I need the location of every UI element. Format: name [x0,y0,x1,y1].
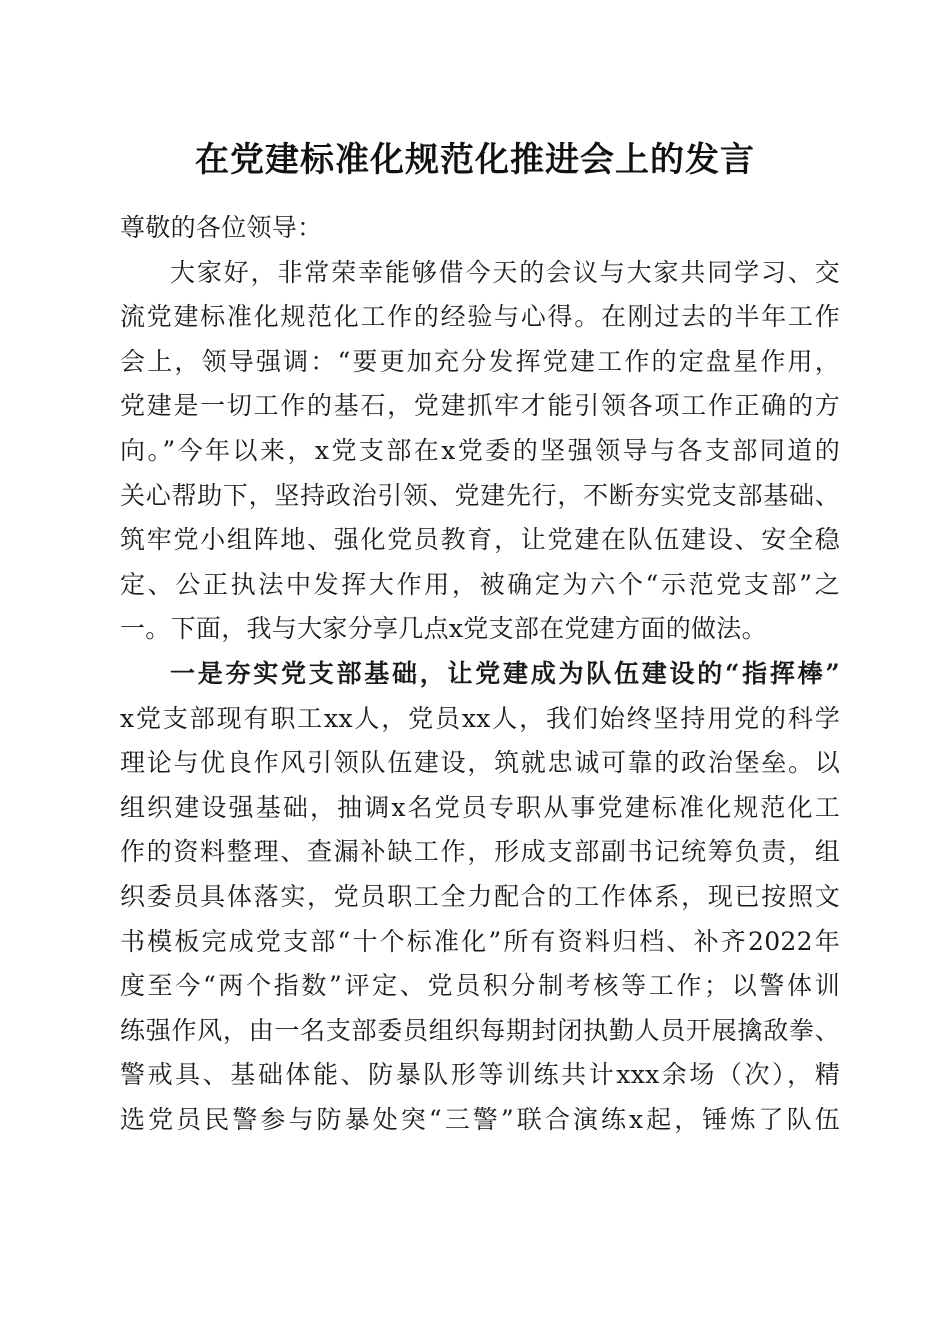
paragraph-line: 作的资料整理、查漏补缺工作，形成支部副书记统筹负责，组 [120,837,840,867]
paragraph-line: 组织建设强基础，抽调x名党员专职从事党建标准化规范化工 [120,792,840,822]
salutation-line: 尊敬的各位领导： [120,213,323,242]
paragraph-line: 定、公正执法中发挥大作用，被确定为六个“示范党支部”之 [120,569,840,599]
paragraph-line: 大家好，非常荣幸能够借今天的会议与大家共同学习、交 [170,257,840,287]
paragraph-line: 流党建标准化规范化工作的经验与心得。在刚过去的半年工作 [120,302,840,332]
paragraph-line: 练强作风，由一名支部委员组织每期封闭执勤人员开展擒敌拳、 [120,1015,840,1045]
paragraph-line: 警戒具、基础体能、防暴队形等训练共计xxx余场（次），精 [120,1060,840,1090]
paragraph-line: 党建是一切工作的基石，党建抓牢才能引领各项工作正确的方 [120,391,840,421]
paragraph-line: 织委员具体落实，党员职工全力配合的工作体系，现已按照文 [120,881,840,911]
paragraph-line: 度至今“两个指数”评定、党员积分制考核等工作；以警体训 [120,971,840,1001]
document-title: 在党建标准化规范化推进会上的发言 [195,140,755,180]
paragraph-line: 选党员民警参与防暴处突“三警”联合演练x起，锤炼了队伍 [120,1104,840,1134]
paragraph-line: 关心帮助下，坚持政治引领、党建先行，不断夯实党支部基础、 [120,480,840,510]
section-heading: 一是夯实党支部基础，让党建成为队伍建设的“指挥棒” [170,658,840,688]
paragraph-line: 筑牢党小组阵地、强化党员教育，让党建在队伍建设、安全稳 [120,525,840,555]
paragraph-line: 书模板完成党支部“十个标准化”所有资料归档、补齐2022年 [120,926,840,956]
document-body [120,206,840,1142]
paragraph-line: 向。”今年以来，x党支部在x党委的坚强领导与各支部同道的 [120,435,840,465]
paragraph-line: 一。下面，我与大家分享几点x党支部在党建方面的做法。 [120,614,767,644]
paragraph-line: 会上，领导强调：“要更加充分发挥党建工作的定盘星作用， [120,346,840,376]
paragraph-line: 理论与优良作风引领队伍建设，筑就忠诚可靠的政治堡垒。以 [120,748,840,778]
paragraph-line: x党支部现有职工xx人，党员xx人，我们始终坚持用党的科学 [120,703,840,733]
